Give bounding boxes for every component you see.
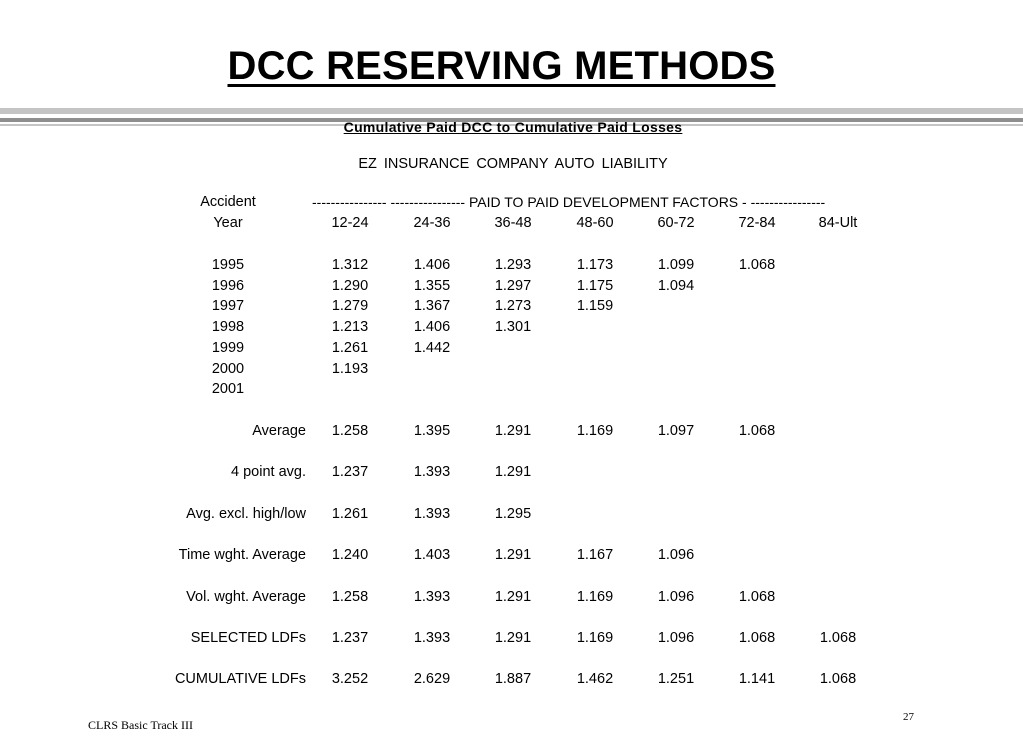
factor-cell: 1.355: [413, 277, 451, 294]
summary-cell: 1.096: [657, 588, 695, 605]
accident-year: 1997: [211, 298, 245, 315]
year-header: Year: [213, 215, 243, 231]
summary-cell: 1.295: [494, 505, 532, 522]
summary-cell: 1.068: [738, 588, 776, 605]
summary-cell: 1.258: [331, 588, 369, 605]
factor-cell: 1.301: [494, 319, 532, 336]
summary-label: Vol. wght. Average: [186, 588, 306, 605]
summary-cell: 1.261: [331, 505, 369, 522]
page-title: DCC RESERVING METHODS: [227, 44, 776, 88]
accident-year: 1998: [211, 319, 245, 336]
summary-cell: 1.240: [331, 547, 369, 564]
summary-cell: 1.393: [413, 630, 451, 646]
accident-header: Accident: [200, 194, 256, 210]
summary-label: CUMULATIVE LDFs: [174, 671, 306, 688]
accident-year: 1995: [211, 257, 245, 273]
factor-cell: 1.159: [576, 298, 614, 315]
summary-cell: 1.251: [657, 671, 695, 688]
summary-cell: 1.291: [494, 464, 532, 481]
accident-year: 2000: [211, 360, 245, 377]
factor-cell: 1.094: [657, 277, 695, 294]
column-header: 60-72: [657, 215, 695, 231]
column-header: 84-Ult: [818, 215, 858, 231]
footer-course: CLRS Basic Track III: [88, 718, 193, 732]
factor-cell: 1.279: [331, 298, 369, 315]
summary-cell: 2.629: [413, 671, 451, 688]
factor-cell: 1.213: [331, 319, 369, 336]
factor-cell: 1.406: [413, 319, 451, 336]
factor-cell: 1.068: [738, 257, 776, 273]
summary-cell: 1.462: [576, 671, 614, 688]
summary-cell: 1.403: [413, 547, 451, 564]
summary-cell: 1.291: [494, 423, 532, 439]
factor-cell: 1.312: [331, 257, 369, 273]
summary-label: SELECTED LDFs: [190, 630, 306, 646]
factor-cell: 1.442: [413, 339, 451, 356]
summary-cell: 1.291: [494, 588, 532, 605]
column-header: 12-24: [331, 215, 369, 231]
table-subtitle: Cumulative Paid DCC to Cumulative Paid Losses: [343, 119, 683, 135]
summary-cell: 1.141: [738, 671, 776, 688]
column-header: 36-48: [494, 215, 532, 231]
summary-cell: 1.291: [494, 547, 532, 564]
company-name: EZ INSURANCE COMPANY AUTO LIABILITY: [358, 156, 668, 172]
divider-bar: [0, 108, 1023, 114]
summary-cell: 1.169: [576, 423, 614, 439]
summary-cell: 3.252: [331, 671, 369, 688]
summary-cell: 1.887: [494, 671, 532, 688]
summary-cell: 1.393: [413, 588, 451, 605]
factor-cell: 1.290: [331, 277, 369, 294]
summary-cell: 1.068: [819, 630, 857, 646]
summary-cell: 1.169: [576, 588, 614, 605]
column-header: 72-84: [738, 215, 776, 231]
summary-cell: 1.258: [331, 423, 369, 439]
summary-label: Average: [252, 423, 306, 439]
factor-cell: 1.406: [413, 257, 451, 273]
summary-cell: 1.393: [413, 505, 451, 522]
factor-cell: 1.173: [576, 257, 614, 273]
summary-cell: 1.096: [657, 547, 695, 564]
factor-cell: 1.273: [494, 298, 532, 315]
accident-year: 1999: [211, 339, 245, 356]
factor-cell: 1.099: [657, 257, 695, 273]
accident-year: 1996: [211, 277, 245, 294]
column-header: 48-60: [576, 215, 614, 231]
summary-cell: 1.068: [738, 423, 776, 439]
summary-cell: 1.096: [657, 630, 695, 646]
factor-cell: 1.261: [331, 339, 369, 356]
summary-cell: 1.237: [331, 630, 369, 646]
column-header: 24-36: [413, 215, 451, 231]
factor-cell: 1.175: [576, 277, 614, 294]
summary-label: Time wght. Average: [178, 547, 306, 564]
summary-cell: 1.068: [738, 630, 776, 646]
page-number: 27: [903, 711, 914, 723]
summary-cell: 1.169: [576, 630, 614, 646]
summary-cell: 1.097: [657, 423, 695, 439]
development-factors-header: ---------------- ---------------- PAID TO PAID DEVELOPMENT FACTORS - ----------------: [312, 194, 826, 210]
factor-cell: 1.367: [413, 298, 451, 315]
summary-cell: 1.393: [413, 464, 451, 481]
factor-cell: 1.193: [331, 360, 369, 377]
summary-cell: 1.395: [413, 423, 451, 439]
factor-cell: 1.293: [494, 257, 532, 273]
summary-label: Avg. excl. high/low: [186, 505, 306, 522]
factor-cell: 1.297: [494, 277, 532, 294]
summary-cell: 1.237: [331, 464, 369, 481]
summary-cell: 1.068: [819, 671, 857, 688]
summary-label: 4 point avg.: [231, 464, 306, 481]
summary-cell: 1.167: [576, 547, 614, 564]
summary-cell: 1.291: [494, 630, 532, 646]
accident-year: 2001: [211, 381, 245, 398]
